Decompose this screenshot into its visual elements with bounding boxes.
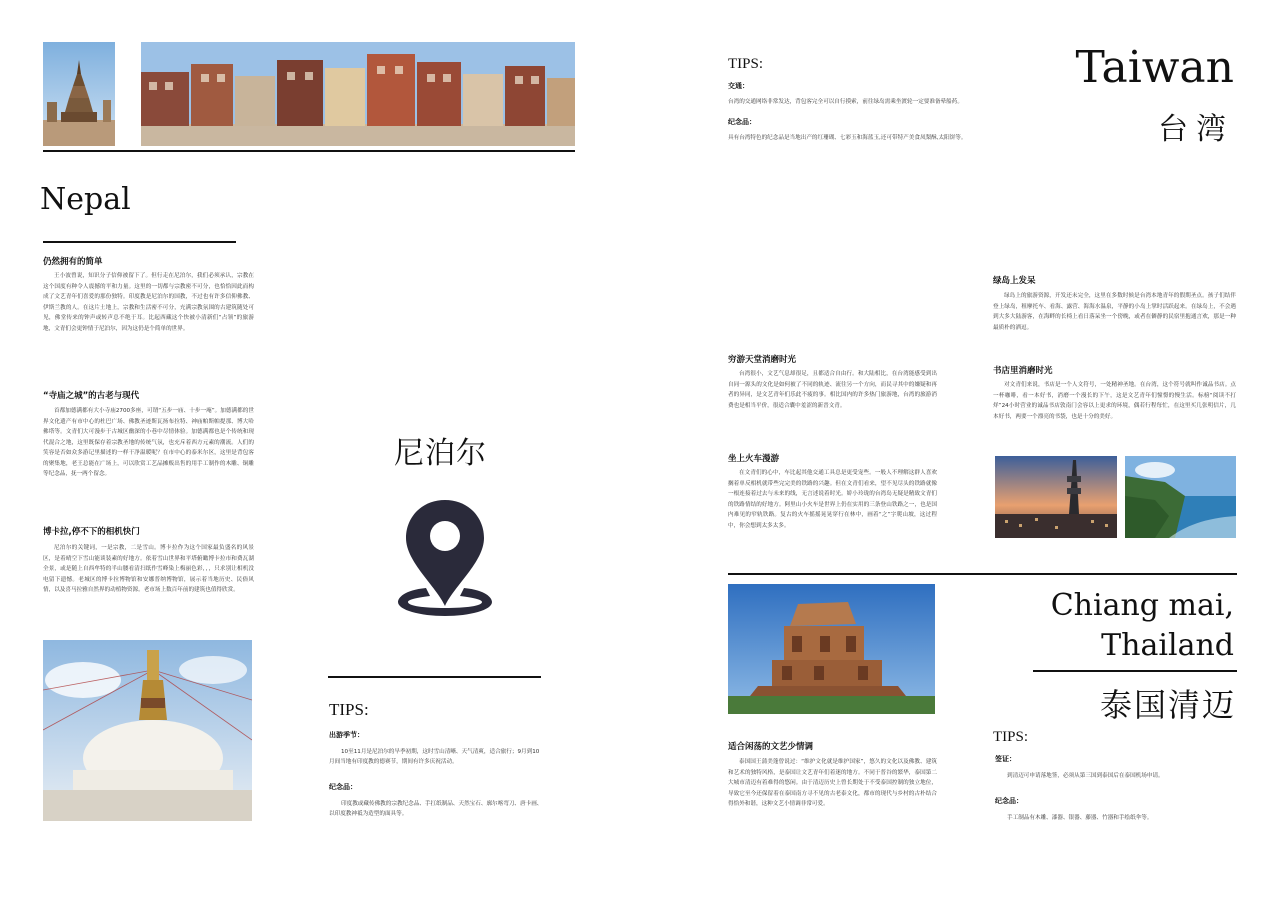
chiangmai-section-heading: 适合闲荡的文艺少情调: [728, 742, 814, 752]
nepal-cn-title: 尼泊尔: [394, 436, 487, 471]
nepal-street-panorama-photo: [141, 42, 575, 146]
chiangmai-title-rule: [1033, 670, 1237, 672]
taiwan-section-4-body: 在文青们的心中，车比起其他交通工具总是更受宠些。一般人不理解这群人喜欢搁着单反相机就带些完完美的铁路的兴趣。但在文青们看来，望不见尽头的铁路就像一根连接着过去与未来的线，无言述说着时光。娇小玲珑的台湾岛无疑是精致文青们的铁路情结的好地方。阿里山小火车是世界上仍在实用的三条登山铁路之一，也是国内难见的窄轨铁路。复古的火车摇摇晃晃穿行在林中，画着“之”字爬山坡，这过程中，你会想到太多太多。: [728, 470, 937, 529]
taiwan-tips-label-1: 交通：: [728, 82, 749, 90]
nepal-tips-text-1: 10至11月是尼泊尔的旱季初期，这时雪山清晰、天气清爽，适合旅行；9月到10月间当地有印度教的德赛节，期间有许多庆祝活动。: [329, 749, 540, 765]
nepal-section-2-body: 首都加德满都有大小寺庙2700多座，可谓“五步一庙、十步一庵”。加德满都的世界文化遗产有市中心的杜巴广场、佛教圣迹斯瓦扬布拉特、神庙帕斯帕提那、博大哈佛塔等。文青们大可漫步于古城区幽深的小巷中尽情体验。加德满都也是个传统和现代混合之地，这里既保存着宗教圣地的传统气氛，也充斥着西方元素的潮流。人们的笑容是否如众多游记里描述的一样干净温暖呢？在市中心的泰米尔区，这里是背包客的聚集地，老王总能在广场上，可以欣赏工艺品摊贩出售的用手工制作的木雕、铜雕等纪念品，抚一两个留念。: [43, 408, 254, 477]
taiwan-coast-photo: [1125, 456, 1236, 538]
chiangmai-temple-photo: [728, 584, 935, 714]
chiangmai-tips-title: TIPS:: [993, 729, 1029, 745]
taiwan-section-2-heading: 书店里消磨时光: [993, 366, 1053, 376]
chiangmai-title-line-1: Chiang mai,: [1050, 588, 1234, 623]
chiangmai-tips-label-2: 纪念品：: [995, 797, 1023, 805]
chiangmai-tips-text-2: 手工制品有木雕、漆器、银器、藤器、竹器和手绘纸伞等。: [1007, 815, 1153, 821]
nepal-section-3-heading: 博卡拉,停不下的相机快门: [43, 527, 140, 537]
taiwan-tips-label-2: 纪念品：: [728, 118, 756, 126]
nepal-section-3-body: 尼泊尔的关键词，一是宗教，二是雪山。博卡拉作为这个国家最负盛名的风景区，是着晴空下雪山能谈装素的好地方。依着雪山世界和平塔俯瞰博卡拉市和费瓦湖全景，或是随上自西牟特的半山腰看清扫纸作雪峰染上梅丽色彩，，，只求别让相机没电留下遗憾。老城区的博卡拉博物馆和安娜普纳博物馆，展示着当地历史、民俗风情，以及喜马拉雅自然界的动植物资源。老市场上数百年前的建筑也值得欣赏。: [43, 545, 254, 593]
taiwan-cn-title: 台湾: [1158, 112, 1234, 147]
nepal-section-1-body: 王小波曾说，知识分子信仰被留下了。但行走在尼泊尔，我们必须承认，宗教在这个国度有种令人震撼的平和力量。这里的一切都与宗教密不可分，也恰恰因此而构成了文艺青年们喜爱的那份独特。印度教是尼泊尔的国教，不过也有许多信仰佛教、伊斯兰教的人。在这片土地上，宗教和生活密不可分，充满宗教氛围的古建筑随处可见，佛堂传来的钟声或转声总不绝于耳。比起西藏这个快被小清新们“占领”的旅游地，文青们会更钟情于尼泊尔，因为这仍是个简单的世界。: [43, 273, 254, 332]
taiwan-tips-text-1: 台湾的交通网络非常发达，背包客完全可以自行摸索，前往绿岛需乘坐渡轮一定要准备晕船药。: [728, 99, 963, 105]
taipei-101-photo: [995, 456, 1117, 538]
chiangmai-tips-text-1: 到清迈可申请落地签，必须从第三国到泰国后在泰国机场申请。: [1007, 773, 1164, 779]
chiangmai-section-body: 泰国国王蒲美蓬曾说过：“维护文化就是维护国家”，悠久的文化以及佛教、建筑和艺术的独特风格，是泰国让文艺青年们着迷的地方。不同于普谷的繁华，泰国第二大城市清迈有着难得的悠闲。由于清迈历史上曾长期处于不受泰国控制的独立地位，导致它至今还保留着在泰国南方寻不见的古老泰文化，都市的现代与乡村的古朴结合得恰外和谐，这种文艺小情调非常可爱。: [728, 759, 937, 807]
nepal-section-1-heading: 仍然拥有的简单: [43, 257, 103, 267]
nepal-title: Nepal: [40, 182, 131, 217]
nepal-tips-label-2: 纪念品：: [329, 783, 357, 791]
nepal-tips-text-2: 印度教或藏传佛教的宗教纪念品、手扛纸制品、天然宝石、廓尔喀弯刀、唐卡画、以印度教神祗为造型的面具等。: [329, 801, 543, 817]
taiwan-tips-text-2: 具有台湾特色的纪念品是当地出产的红珊瑚、七彩玉和海蓝玉,还可带特产美食凤梨酥,太阳饼等。: [728, 135, 967, 141]
nepal-top-rule: [43, 150, 575, 152]
chiangmai-tips-label-1: 签证：: [995, 755, 1016, 763]
taiwan-tips-title: TIPS:: [728, 56, 764, 72]
chiangmai-cn-title: 泰国清迈: [1099, 686, 1236, 724]
nepal-stupa-photo: [43, 640, 252, 821]
taiwan-chiangmai-divider: [728, 573, 1237, 575]
nepal-tips-label-1: 出游季节：: [329, 731, 364, 739]
map-pin-icon: [396, 496, 494, 618]
nepal-section-2-heading: “寺庙之城”的古老与现代: [43, 391, 140, 401]
nepal-tips-rule: [328, 676, 541, 678]
taiwan-section-1-body: 绿岛上的旅游资源，开发还未完全，这里在多数时候是台湾本地青年的假期圣点。孩子们结伴登上绿岛，租摩托车、看海、露营、海海水温泉，平静的小岛上掌时活跃起来。在绿岛上，不会遇到大多大陆游客，在海畔的长椅上看日落呆坐一个傍晚，或者在僻静的民宿里抱通言欢，那是一种最质朴的洒逗。: [993, 293, 1236, 331]
taiwan-section-3-heading: 穷游天堂消磨时光: [728, 355, 797, 365]
taiwan-section-3-body: 台湾很小，文艺气息却很足，且都适合自由行。和大陆相比，在台湾能感受到出自同一源头的文化是如何被了不同的轨迹、流往另一个方向，而民寻其中的嫌疑和再者的异同，是文艺青年们乐此不疲的事。相比国内的许多热门旅游地，台湾的旅游消费也是相当平价，很适合囊中羞涩的新晋文青。: [728, 371, 937, 409]
taiwan-title: Taiwan: [1075, 42, 1234, 93]
taiwan-section-4-heading: 坐上火车漫游: [728, 454, 780, 464]
taiwan-section-2-body: 对文青们来说，书店是一个人文符号，一处精神圣地。在台湾，这个符号就叫作诚品书店。点一杯咖啡，看一本好书，消磨一个漫长的下午，这是文艺青年们憧憬的慢生活。标榜“阅读不打烊”24小时营业的诚品书店敦南门会容以上更求的环境，偶若行程每忙，在这里买几张明信片，几本好书，两要一个漂亮的书袋，也是十分的美好。: [993, 382, 1236, 420]
taiwan-section-1-heading: 绿岛上发呆: [993, 276, 1036, 286]
nepal-tips-title: TIPS:: [329, 700, 369, 719]
nepal-title-rule: [43, 241, 236, 243]
chiangmai-title-line-2: Thailand: [1101, 628, 1234, 663]
nepal-temple-photo: [43, 42, 115, 146]
